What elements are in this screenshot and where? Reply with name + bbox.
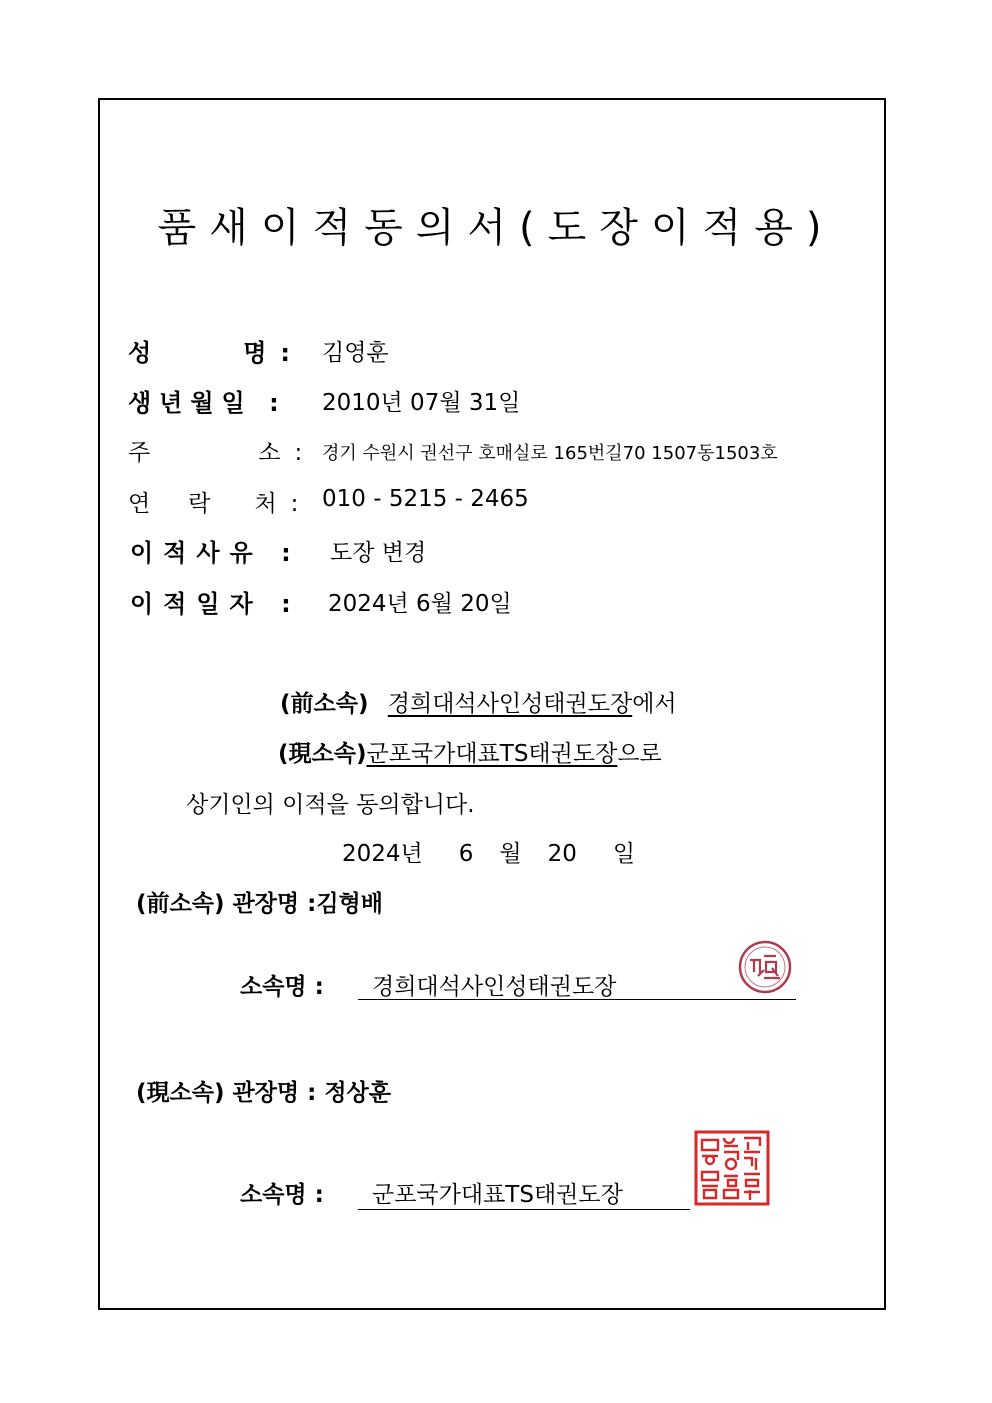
- consent-date-day: 20: [547, 841, 577, 867]
- birthdate-label: 생년월일 :: [128, 389, 287, 417]
- name-label-char-2: 명: [243, 339, 267, 367]
- prev-director-name: 김형배: [316, 891, 383, 917]
- consent-date-month: 6: [458, 841, 474, 867]
- prev-dojang-seal: [736, 938, 794, 996]
- contact-value: 010 - 5215 - 2465: [322, 486, 529, 512]
- address-value: 경기 수원시 권선구 호매실로 165번길70 1507동1503호: [322, 443, 778, 464]
- consent-date-day-unit: 일: [612, 841, 636, 867]
- name-label-char-1: 성: [128, 339, 152, 367]
- curr-affiliation-line: [278, 735, 662, 768]
- curr-dojang-label: 소속명 :: [240, 1182, 324, 1208]
- transfer-reason-value: 도장 변경: [330, 540, 427, 566]
- curr-director-name: 정상훈: [324, 1080, 391, 1106]
- curr-director-line: [136, 1074, 391, 1107]
- curr-dojang-underline: [358, 1209, 690, 1210]
- contact-label: 연 락 처 :: [128, 491, 299, 517]
- name-value: 김영훈: [322, 340, 389, 366]
- transfer-reason-label: 이적사유 :: [130, 539, 301, 567]
- prev-dojang-underline: [358, 999, 796, 1000]
- consent-date-month-unit: 월: [499, 841, 522, 867]
- curr-suffix: 으로: [617, 741, 662, 767]
- document-title: 품새이적동의서(도장이적용): [157, 205, 835, 251]
- address-label: 주 소 :: [128, 440, 303, 466]
- curr-dojang-name: 군포국가대표TS태권도장: [366, 741, 618, 767]
- curr-prefix: (現소속): [278, 741, 367, 767]
- birthdate-value: 2010년 07월 31일: [322, 390, 521, 416]
- consent-date-year: 2024년: [342, 841, 423, 867]
- name-label: 성 명 :: [128, 339, 290, 367]
- transfer-date-label: 이적일자 :: [130, 590, 301, 618]
- prev-prefix: (前소속): [280, 691, 369, 717]
- prev-affiliation-line: [280, 685, 677, 718]
- prev-suffix: 에서: [632, 691, 677, 717]
- prev-director-head: (前소속) 관장명 :: [136, 891, 317, 917]
- consent-date: [342, 835, 635, 868]
- transfer-date-value: 2024년 6월 20일: [328, 591, 512, 617]
- prev-director-line: [136, 885, 383, 918]
- consent-statement: 상기인의 이적을 동의합니다.: [186, 792, 475, 818]
- prev-dojang-label: 소속명 :: [240, 974, 324, 1000]
- prev-dojang-name: 경희대석사인성태권도장: [387, 691, 633, 717]
- prev-dojang-value: 경희대석사인성태권도장: [372, 974, 617, 1000]
- curr-dojang-value: 군포국가대표TS태권도장: [372, 1182, 623, 1208]
- curr-director-head: (現소속) 관장명 :: [136, 1080, 317, 1106]
- curr-dojang-seal: [694, 1130, 770, 1206]
